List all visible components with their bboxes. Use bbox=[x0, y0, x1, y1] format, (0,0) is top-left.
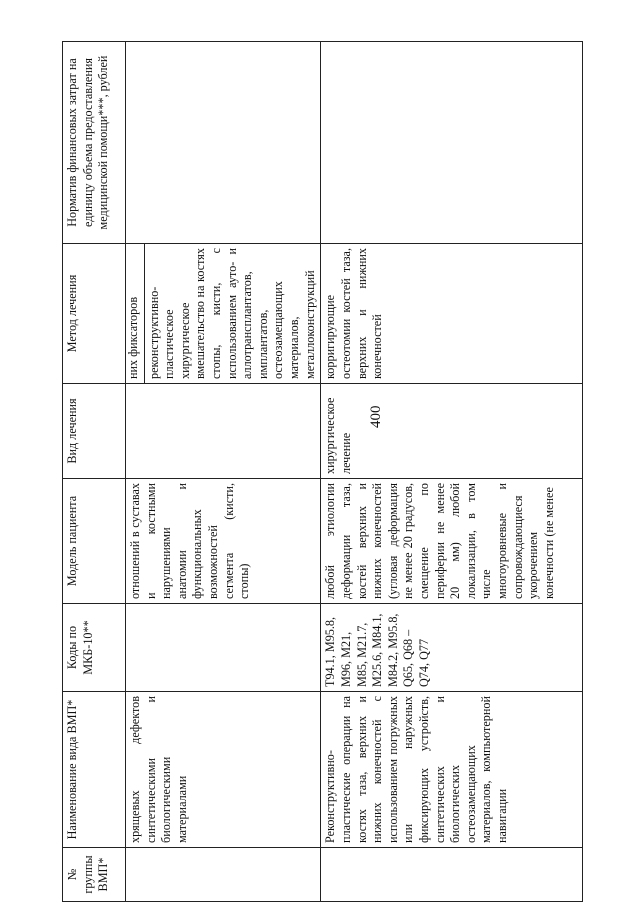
row1-codes bbox=[126, 604, 321, 692]
rotated-table-container bbox=[62, 42, 559, 902]
row2-method: корригирующие остеотомии костей таза, верхних и нижних конечностей bbox=[321, 244, 583, 384]
table-header-row bbox=[63, 42, 126, 902]
table-row bbox=[126, 42, 321, 902]
vmp-table bbox=[62, 41, 583, 902]
row1-name: хрящевых дефектов синтетическими и биологическими материалами bbox=[126, 692, 321, 848]
row1-norm bbox=[126, 42, 321, 244]
table-row bbox=[321, 42, 583, 902]
row2-norm bbox=[321, 42, 583, 244]
row2-model: любой этиологии деформации таза, костей верхних и нижних конечностей (угловая деформация не менее 20 градусов, смещение по периферии не менее 20 мм) любой локализации, в том числе многоуровневые и сопровождающиеся укорочением конечности (не менее bbox=[321, 479, 583, 604]
row1-method-main: реконструктивно-пластическое хирургическое вмешательство на костях стопы, кисти, с использованием ауто- и аллотрансплантатов, имплантатов, остеозамещающих материалов, металлоконструкций bbox=[146, 248, 317, 379]
row1-model: отношений в суставах и костными нарушениями анатомии и функциональных возможностей сегмента (кисти, стопы) bbox=[126, 479, 321, 604]
row1-type bbox=[126, 384, 321, 479]
header-model: Модель пациента bbox=[63, 479, 126, 604]
page-number: 400 bbox=[368, 405, 384, 428]
header-codes: Коды по МКБ-10** bbox=[63, 604, 126, 692]
header-method: Метод лечения bbox=[63, 244, 126, 384]
row1-group bbox=[126, 848, 321, 902]
row2-codes: T94.1, M95.8, M96, M21, M85, M21.7, M25.6, M84.1, M84.2, M95.8, Q65, Q68 – Q74, Q77 bbox=[321, 604, 583, 692]
row1-method-top: них фиксаторов bbox=[126, 244, 145, 383]
header-norm: Норматив финансовых затрат на единицу объема предоставления медицинской помощи***, рублей bbox=[63, 42, 126, 244]
row2-group bbox=[321, 848, 583, 902]
header-group: № группы ВМП* bbox=[63, 848, 126, 902]
row2-type: хирургическое лечение bbox=[321, 384, 583, 479]
row1-method bbox=[126, 244, 321, 384]
row2-name: Реконструктивно-пластические операции на костях таза, верхних и нижних конечностей с использованием погружных или наружных фиксирующих устройств, синтетических и биологических остеозамещающих материалов, компьютерной навигации bbox=[321, 692, 583, 848]
header-type: Вид лечения bbox=[63, 384, 126, 479]
header-name: Наименование вида ВМП* bbox=[63, 692, 126, 848]
